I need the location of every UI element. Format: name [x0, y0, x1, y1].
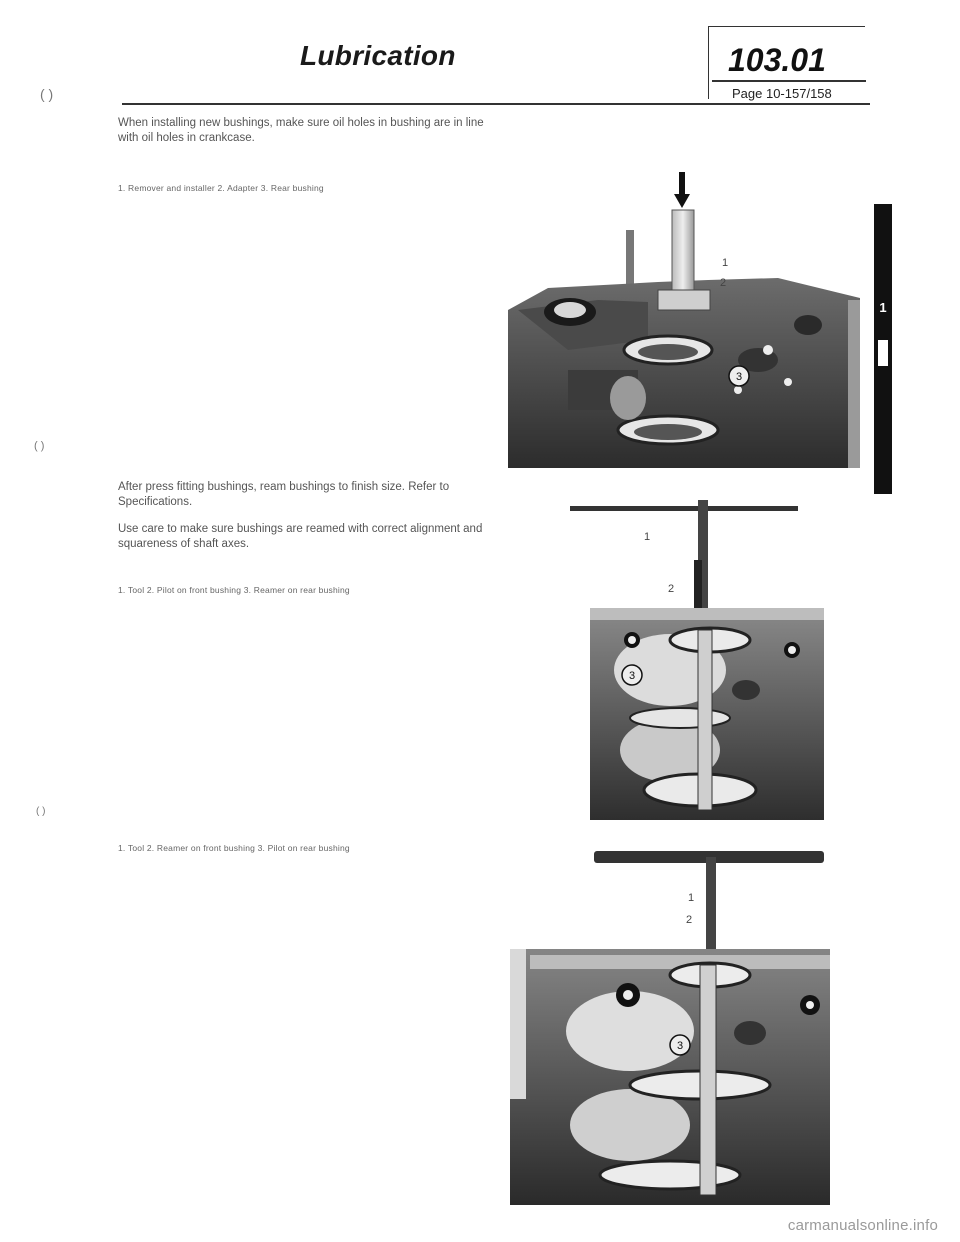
figure-bushing-installer — [508, 150, 860, 468]
section-divider — [712, 80, 866, 82]
reaming-tool-illustration — [510, 845, 830, 1205]
callout-label: 1 — [722, 257, 729, 269]
callout-label: 2 — [668, 583, 675, 595]
page-reference: Page 10-157/158 — [732, 86, 832, 101]
callout-label: 3 — [676, 1040, 684, 1052]
figure-reaming-rear-pilot — [510, 845, 830, 1205]
binder-hole-mark: ( ) — [40, 86, 54, 102]
section-number: 103.01 — [728, 42, 826, 78]
body-paragraph: When installing new bushings, make sure oil holes in bushing are in line with oil holes in crankcase. — [118, 117, 484, 144]
callout-label: 1 — [688, 892, 695, 904]
figure-caption: 1. Tool 2. Reamer on front bushing 3. Pilot on rear bushing — [118, 843, 350, 853]
section-tab-label: 1 — [879, 300, 887, 315]
callout-label: 2 — [686, 914, 693, 926]
reaming-tool-illustration — [560, 500, 824, 820]
body-paragraph: After press fitting bushings, ream bushings to finish size. Refer to Specifications. — [118, 481, 450, 508]
callout-label: 3 — [735, 371, 743, 383]
watermark: carmanualsonline.info — [787, 1217, 938, 1234]
callout-label: 2 — [720, 277, 727, 289]
figure-caption: 1. Remover and installer 2. Adapter 3. Rear bushing — [118, 183, 324, 193]
crankcase-installer-illustration — [508, 150, 860, 468]
section-tab-notch — [878, 340, 888, 366]
body-paragraph: Use care to make sure bushings are reamed with correct alignment and squareness of shaft axes. — [118, 523, 483, 550]
binder-hole-mark: ( ) — [34, 440, 45, 452]
page-title: Lubrication — [300, 40, 456, 71]
header-rule — [122, 103, 870, 105]
callout-label: 3 — [628, 670, 636, 682]
callout-label: 1 — [644, 531, 651, 543]
figure-caption: 1. Tool 2. Pilot on front bushing 3. Reamer on rear bushing — [118, 585, 350, 595]
binder-hole-mark: ( ) — [36, 806, 46, 817]
figure-reaming-front-pilot — [560, 500, 824, 820]
